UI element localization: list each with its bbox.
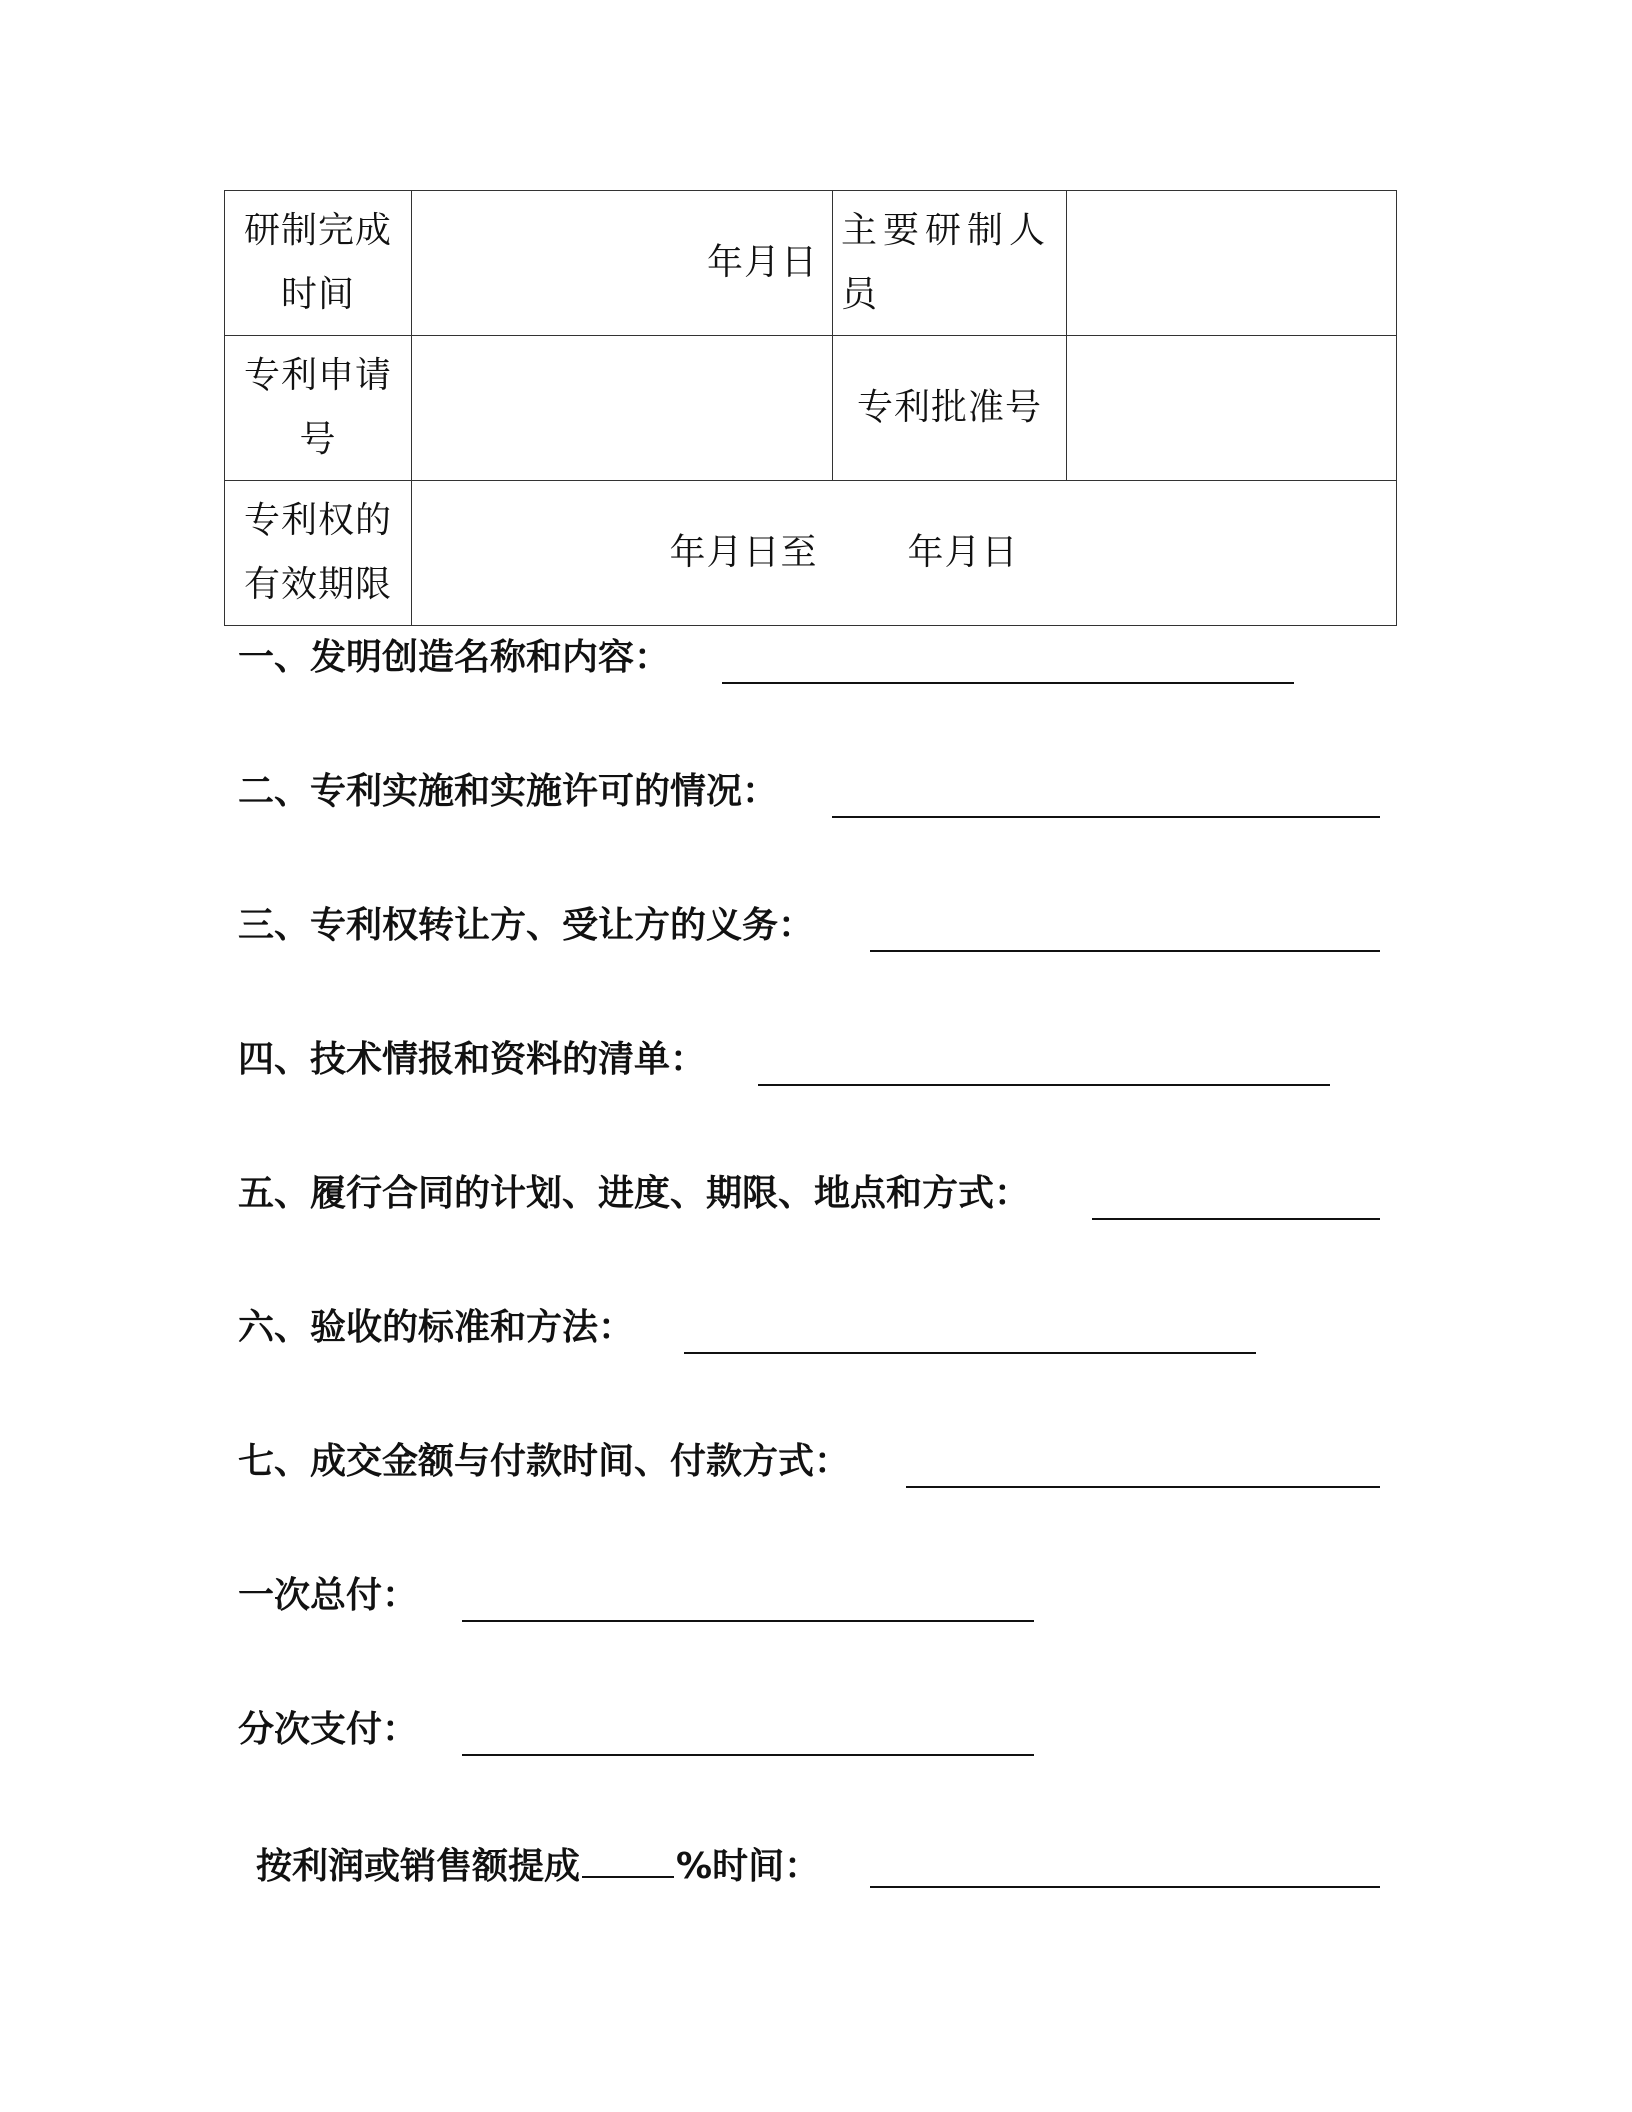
transaction-amount-blank[interactable] [906, 1486, 1380, 1488]
patent-approval-number-value[interactable] [1067, 336, 1397, 481]
main-developers-value[interactable] [1067, 191, 1397, 336]
royalty-line [256, 1840, 820, 1889]
contract-plan-label: 五、履行合同的计划、进度、期限、地点和方式： [238, 1173, 1031, 1214]
table-row [225, 191, 1397, 336]
patent-application-number-value[interactable] [412, 336, 833, 481]
transfer-obligations-blank[interactable] [870, 950, 1380, 952]
patent-implementation-label: 二、专利实施和实施许可的情况： [238, 771, 779, 812]
royalty-percent-blank[interactable] [582, 1840, 674, 1878]
royalty-suffix: %时间： [676, 1846, 821, 1887]
patent-info-table [224, 190, 1397, 626]
transaction-amount-label: 七、成交金额与付款时间、付款方式： [238, 1441, 851, 1482]
table-row [225, 336, 1397, 481]
contract-plan-blank[interactable] [1092, 1218, 1380, 1220]
installment-blank[interactable] [462, 1754, 1034, 1756]
lump-sum-blank[interactable] [462, 1620, 1034, 1622]
invention-name-blank[interactable] [722, 682, 1294, 684]
validity-start-date: 年月日至 [669, 532, 818, 573]
lump-sum-label: 一次总付： [238, 1575, 419, 1616]
patent-implementation-blank[interactable] [832, 816, 1380, 818]
royalty-prefix: 按利润或销售额提成 [256, 1846, 581, 1887]
acceptance-criteria-blank[interactable] [684, 1352, 1256, 1354]
technical-info-list-label: 四、技术情报和资料的清单： [238, 1039, 707, 1080]
acceptance-criteria-label: 六、验收的标准和方法： [238, 1307, 635, 1348]
patent-approval-number-label: 专利批准号 [833, 336, 1067, 481]
transfer-obligations-label: 三、专利权转让方、受让方的义务： [238, 905, 815, 946]
validity-end-date: 年月日 [907, 532, 1019, 573]
completion-time-value[interactable]: 年月日 [412, 191, 833, 336]
patent-validity-period[interactable] [412, 481, 1397, 626]
completion-time-label: 研制完成时间 [225, 191, 412, 336]
technical-info-list-blank[interactable] [758, 1084, 1330, 1086]
main-developers-label: 主要研制人员 [833, 191, 1067, 336]
table-row [225, 481, 1397, 626]
invention-name-label: 一、发明创造名称和内容： [238, 637, 671, 678]
patent-validity-label: 专利权的有效期限 [225, 481, 412, 626]
installment-label: 分次支付： [238, 1709, 419, 1750]
royalty-time-blank[interactable] [870, 1886, 1380, 1888]
patent-application-number-label: 专利申请号 [225, 336, 412, 481]
